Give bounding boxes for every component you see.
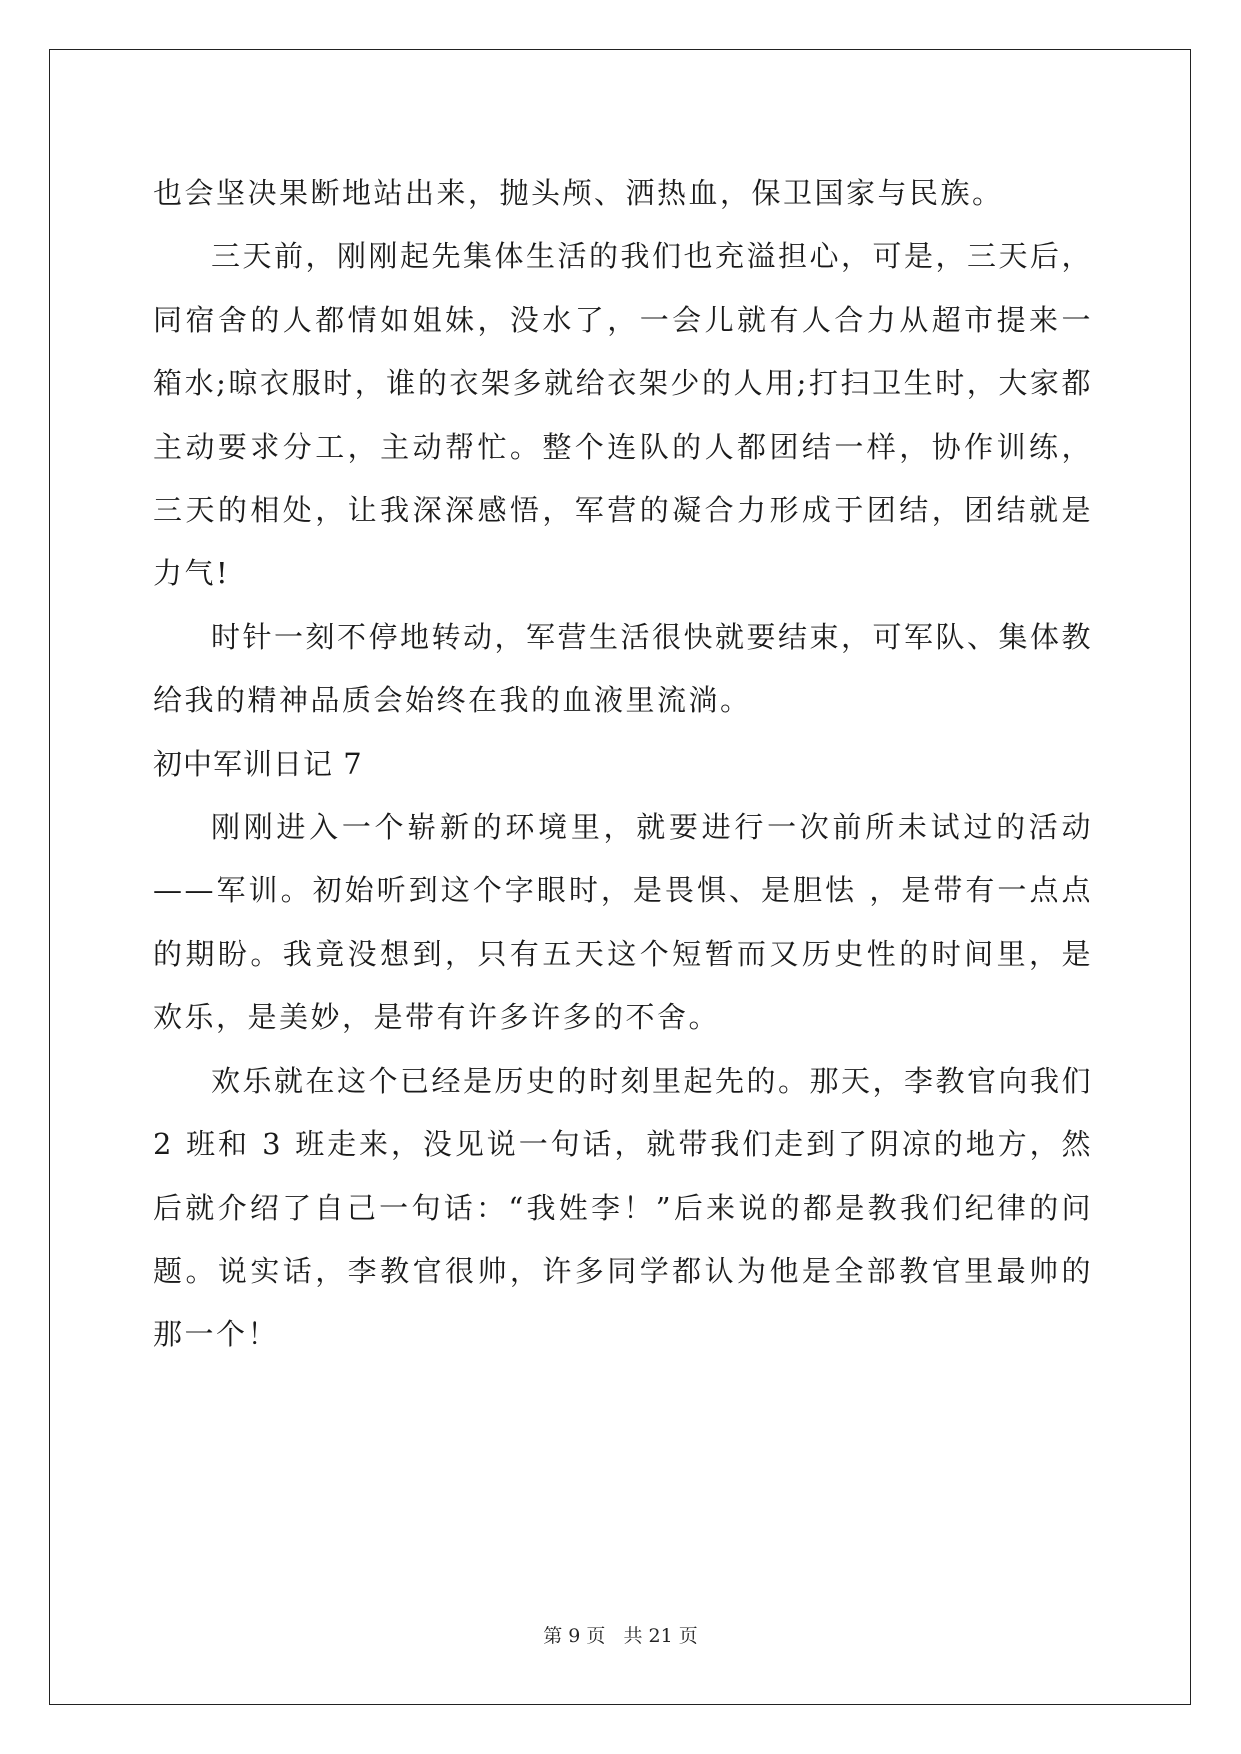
paragraph: 欢乐就在这个已经是历史的时刻里起先的。那天，李教官向我们 2 班和 3 班走来，没见说一句话，就带我们走到了阴凉的地方，然后就介绍了自己一句话：“我姓李！”后来说的都是教我们纪律的问题。说实话，李教官很帅，许多同学都认为他是全部教官里最帅的那一个！ [153, 1063, 1094, 1352]
paragraph: 三天前，刚刚起先集体生活的我们也充溢担心，可是，三天后，同宿舍的人都情如姐妹，没水了，一会儿就有人合力从超市提来一箱水;晾衣服时，谁的衣架多就给衣架少的人用;打扫卫生时，大家都主动要求分工，主动帮忙。整个连队的人都团结一样，协作训练，三天的相处，让我深深感悟，军营的凝合力形成于团结，团结就是力气! [153, 239, 1094, 591]
paragraph-continuation: 也会坚决果断地站出来，抛头颅、洒热血，保卫国家与民族。 [153, 176, 1004, 210]
paragraph: 刚刚进入一个崭新的环境里，就要进行一次前所未试过的活动——军训。初始听到这个字眼时，是畏惧、是胆怯 ，是带有一点点的期盼。我竟没想到，只有五天这个短暂而又历史性的时间里，是欢乐，是美妙，是带有许多许多的不舍。 [153, 810, 1093, 1035]
page-total: 共 21 页 [623, 1625, 698, 1647]
document-body [153, 162, 1093, 1367]
page-footer [0, 1621, 1241, 1648]
section-heading: 初中军训日记 7 [153, 746, 363, 781]
paragraph: 时针一刻不停地转动，军营生活很快就要结束，可军队、集体教给我的精神品质会始终在我的血液里流淌。 [153, 619, 1094, 718]
page-number: 第 9 页 [543, 1625, 606, 1647]
